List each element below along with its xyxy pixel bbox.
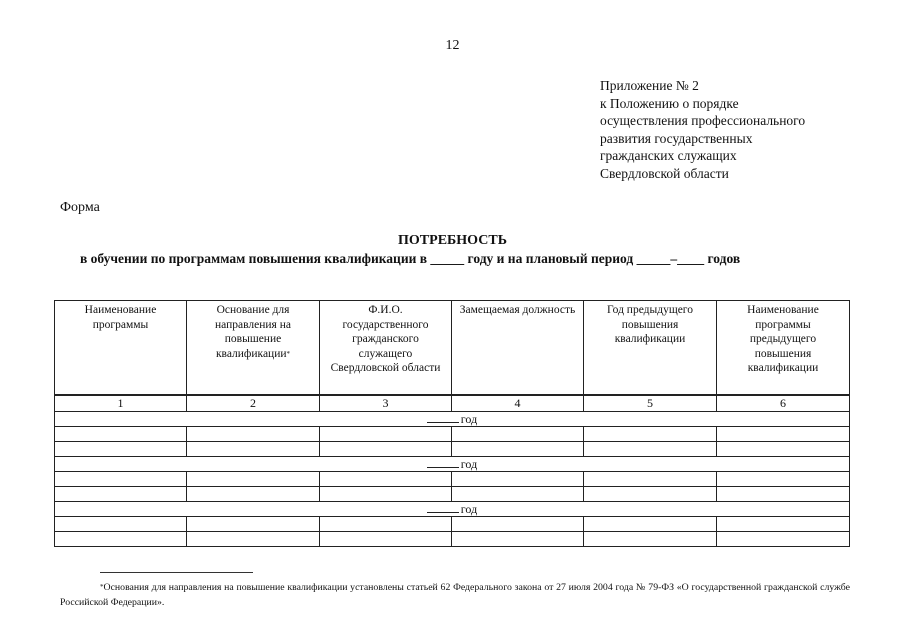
column-header — [55, 301, 187, 396]
appendix-line: гражданских служащих — [600, 148, 737, 163]
column-header-label: Год предыдущего повышения квалификации — [607, 304, 693, 345]
table-cell — [187, 472, 320, 487]
table-cell — [55, 427, 187, 442]
table-cell — [452, 517, 584, 532]
year-blank — [427, 502, 459, 513]
column-number: 5 — [584, 395, 717, 412]
column-header-label: Основание для направления на повышение квалификации — [215, 304, 291, 360]
year-blank — [427, 457, 459, 468]
year-cell — [55, 457, 850, 472]
needs-table — [54, 300, 850, 547]
table-cell — [187, 517, 320, 532]
table-cell — [320, 487, 452, 502]
table-cell — [717, 487, 850, 502]
year-row — [55, 457, 850, 472]
table-cell — [584, 487, 717, 502]
page-number: 12 — [445, 38, 460, 53]
table-row — [55, 427, 850, 442]
column-header — [320, 301, 452, 396]
appendix-line: Приложение № 2 — [600, 78, 699, 93]
appendix-line: Свердловской области — [600, 165, 729, 181]
appendix-line: к Положению о порядке — [600, 95, 739, 111]
footnote-marker: * — [286, 349, 291, 358]
table-cell — [187, 532, 320, 547]
table-cell — [320, 517, 452, 532]
table-cell — [55, 532, 187, 547]
table-row — [55, 442, 850, 457]
table-cell — [584, 442, 717, 457]
table-cell — [452, 472, 584, 487]
column-number: 4 — [452, 395, 584, 412]
column-header-label: Наименование программы предыдущего повышения квалификации — [747, 304, 819, 374]
table-cell — [55, 442, 187, 457]
table-cell — [452, 487, 584, 502]
table-cell — [717, 532, 850, 547]
appendix-line: осуществления профессионального — [600, 113, 806, 128]
table-cell — [187, 442, 320, 457]
column-header — [187, 301, 320, 396]
table-cell — [187, 427, 320, 442]
table-cell — [584, 472, 717, 487]
year-cell — [55, 412, 850, 427]
table-cell — [452, 427, 584, 442]
table-row — [55, 472, 850, 487]
column-number-row — [55, 395, 850, 412]
column-header-label: Наименование программы — [84, 304, 157, 331]
table-cell — [717, 517, 850, 532]
column-header-label: Ф.И.О. государственного гражданского служащего Свердловской области — [330, 304, 441, 374]
document-subtitle: в обучении по программам повышения квалификации в _____ году и на плановый период _____–____ годов — [80, 251, 741, 266]
year-label: год — [460, 412, 478, 426]
table-header-row — [55, 301, 850, 396]
column-header — [452, 301, 584, 396]
table-cell — [584, 427, 717, 442]
table-cell — [452, 442, 584, 457]
column-number: 2 — [187, 395, 320, 412]
column-header — [717, 301, 850, 396]
table-row — [55, 517, 850, 532]
table-cell — [55, 487, 187, 502]
column-number: 1 — [55, 395, 187, 412]
year-label: год — [460, 457, 478, 471]
table-cell — [320, 442, 452, 457]
table-cell — [55, 472, 187, 487]
footnote-marker: * — [100, 583, 104, 591]
table-cell — [320, 472, 452, 487]
table-cell — [717, 472, 850, 487]
year-label: год — [460, 502, 478, 516]
year-row — [55, 412, 850, 427]
table-row — [55, 532, 850, 547]
table-cell — [320, 427, 452, 442]
table-cell — [717, 442, 850, 457]
table-cell — [55, 517, 187, 532]
table-cell — [717, 427, 850, 442]
appendix-line: развития государственных — [600, 130, 753, 146]
footnote-text: Основания для направления на повышение квалификации установлены статьей 62 Федерального закона от 27 июля 2004 года № 79-ФЗ «О государственной гражданской службе Российской Федерации». — [60, 582, 850, 608]
form-label: Форма — [60, 200, 100, 215]
table-cell — [584, 517, 717, 532]
year-cell — [55, 502, 850, 517]
footnote-separator — [100, 572, 253, 573]
table-row — [55, 487, 850, 502]
table-cell — [320, 532, 452, 547]
column-number: 3 — [320, 395, 452, 412]
table-cell — [452, 532, 584, 547]
appendix-header — [600, 77, 805, 182]
document-title: ПОТРЕБНОСТЬ — [398, 233, 507, 248]
table-cell — [584, 532, 717, 547]
column-header-label: Замещаемая должность — [459, 304, 576, 316]
year-row — [55, 502, 850, 517]
column-number: 6 — [717, 395, 850, 412]
footnote — [60, 580, 850, 610]
column-header — [584, 301, 717, 396]
table-cell — [187, 487, 320, 502]
year-blank — [427, 412, 459, 423]
